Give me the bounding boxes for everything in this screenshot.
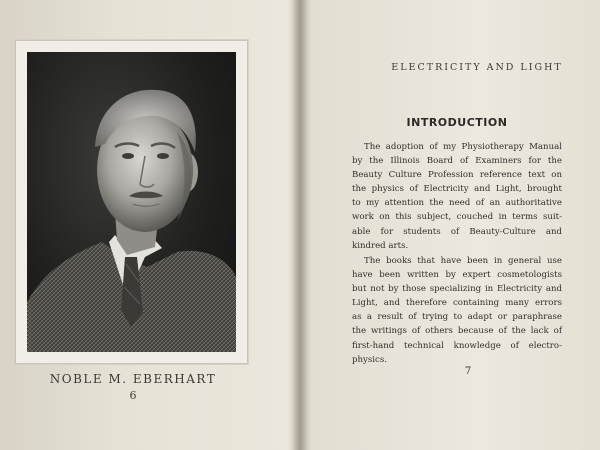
introduction-paragraph-2 (352, 254, 562, 367)
paragraph-line: have been written by expert cosmetologists (352, 270, 562, 281)
paragraph-line: Light, and therefore containing many errors (352, 298, 562, 309)
paragraph-line: the physics of Electricity and Light, brought (352, 184, 562, 195)
paragraph-line: first-hand technical knowledge of electro- (352, 340, 562, 351)
paragraph-line: able for students of Beauty-Culture and (352, 226, 562, 237)
paragraph-line: as a result of trying to adapt or paraphrase (352, 312, 562, 323)
paragraph-line: physics. (352, 354, 388, 365)
portrait-illustration (27, 52, 236, 352)
portrait-plate (15, 40, 248, 364)
paragraph-line: The adoption of my Physiotherapy Manual (364, 142, 562, 152)
paragraph-line: kindred arts. (352, 240, 409, 251)
paragraph-line: the writings of others because of the lack of (352, 326, 562, 337)
paragraph-line: by the Illinois Board of Examiners for the (352, 156, 562, 167)
section-title: INTRODUCTION (406, 116, 508, 129)
paragraph-line: work on this subject, couched in terms suit- (352, 212, 562, 223)
introduction-paragraph-1 (352, 140, 562, 253)
paragraph-line: to my attention the need of an authoritative (352, 198, 562, 209)
paragraph-line: The books that have been in general use (364, 256, 562, 266)
paragraph-line: but not by those specializing in Electricity and (352, 284, 562, 295)
paragraph-line: Beauty Culture Profession reference text on (352, 170, 562, 181)
running-head: ELECTRICITY AND LIGHT (391, 62, 563, 73)
page-number-left: 6 (129, 389, 137, 402)
page-number-right: 7 (464, 366, 472, 377)
portrait-photo (27, 52, 236, 352)
portrait-caption: NOBLE M. EBERHART (49, 372, 217, 386)
